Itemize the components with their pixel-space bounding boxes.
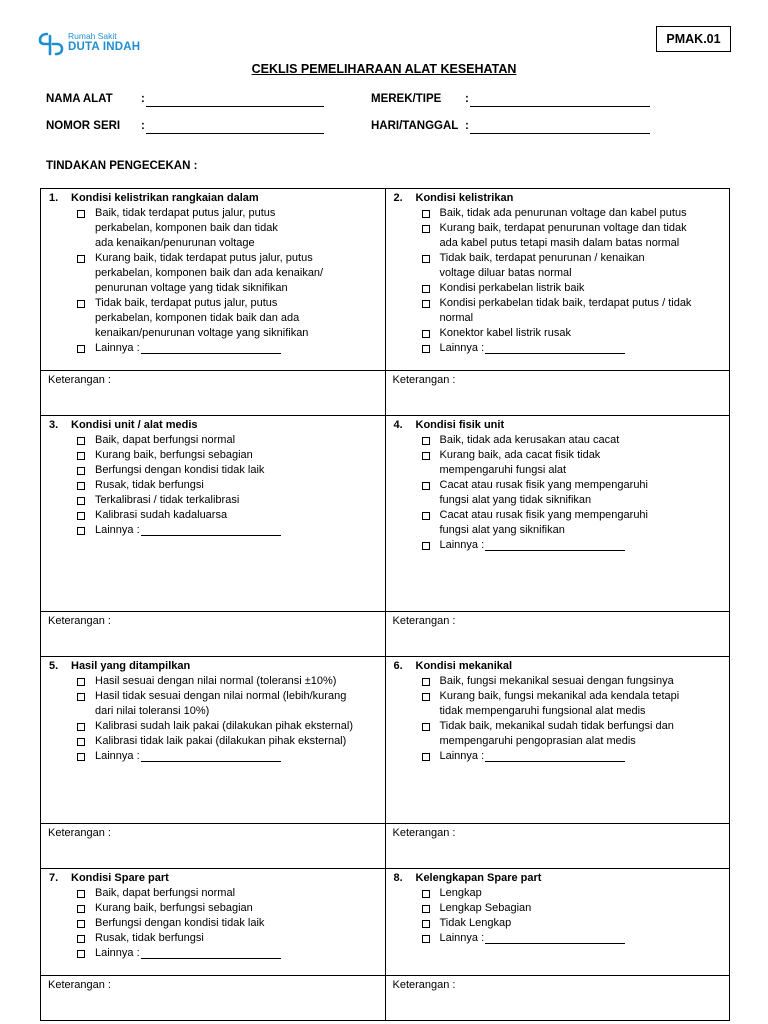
checklist-option[interactable] — [71, 508, 379, 523]
check-section-7 — [41, 869, 386, 976]
option-label: Kalibrasi tidak laik pakai (dilakukan pihak eksternal) — [95, 734, 347, 747]
checkbox[interactable] — [422, 437, 430, 445]
checklist-option[interactable] — [416, 221, 724, 251]
checkbox[interactable] — [77, 452, 85, 460]
logo-caption: Rumah Sakit — [68, 31, 117, 41]
section-content — [41, 416, 385, 538]
keterangan-cell[interactable] — [385, 976, 730, 1021]
checkbox[interactable] — [77, 920, 85, 928]
checklist-option[interactable] — [71, 689, 379, 719]
option-label: Lengkap Sebagian — [439, 901, 532, 914]
other-label: Lainnya : — [439, 931, 485, 944]
section-content — [386, 189, 730, 355]
nama-alat-label: NAMA ALAT — [46, 93, 113, 105]
checklist-option[interactable] — [71, 674, 379, 689]
logo-name: DUTA INDAH — [68, 41, 141, 53]
keterangan-cell[interactable] — [41, 824, 386, 869]
option-label: Tidak baik, mekanikal sudah tidak berfungsi dan mempengaruhi pengoprasian alat medis — [439, 719, 674, 747]
checkbox[interactable] — [77, 753, 85, 761]
other-option[interactable] — [416, 931, 724, 946]
checklist-option[interactable] — [416, 251, 724, 281]
other-option[interactable] — [71, 523, 379, 538]
option-label: Hasil tidak sesuai dengan nilai normal (lebih/kurang dari nilai toleransi 10%) — [95, 689, 347, 717]
section-number: 5. — [49, 660, 59, 672]
section-number: 6. — [393, 660, 403, 672]
checkbox[interactable] — [77, 738, 85, 746]
checkbox[interactable] — [77, 497, 85, 505]
nomor-seri-colon: : — [141, 120, 145, 132]
section-content — [386, 416, 730, 553]
check-section-6 — [385, 657, 730, 824]
section-number: 4. — [393, 419, 403, 431]
option-label: Hasil sesuai dengan nilai normal (toleransi ±10%) — [95, 674, 337, 687]
other-label: Lainnya : — [95, 523, 140, 536]
checkbox[interactable] — [77, 345, 85, 353]
keterangan-cell[interactable] — [385, 371, 730, 416]
checkbox[interactable] — [422, 285, 430, 293]
option-label: Kurang baik, terdapat penurunan voltage dan tidak ada kabel putus tetapi masih dalam batas normal — [439, 221, 687, 249]
check-section-8 — [385, 869, 730, 976]
checklist-option[interactable] — [416, 916, 724, 931]
option-label: Baik, dapat berfungsi normal — [95, 886, 236, 899]
check-section-3 — [41, 416, 386, 612]
checklist-option[interactable] — [71, 719, 379, 734]
keterangan-label: Keterangan : — [48, 979, 111, 991]
option-label: Baik, fungsi mekanikal sesuai dengan fungsinya — [439, 674, 674, 687]
checkbox[interactable] — [77, 437, 85, 445]
keterangan-cell[interactable] — [41, 976, 386, 1021]
nomor-seri-label: NOMOR SERI — [46, 120, 121, 132]
hari-tanggal-line[interactable] — [470, 119, 650, 134]
other-option[interactable] — [71, 341, 379, 356]
hari-tanggal-label: HARI/TANGGAL — [371, 120, 459, 132]
checklist-option[interactable] — [416, 326, 724, 341]
section-heading — [394, 191, 724, 206]
checklist-option[interactable] — [416, 448, 724, 478]
option-label: Tidak baik, terdapat putus jalur, putus perkabelan, komponen tidak baik dan ada kenaikan/penurunan voltage yang siknifikan — [95, 296, 309, 339]
checklist-option[interactable] — [71, 493, 379, 508]
keterangan-label: Keterangan : — [392, 615, 456, 627]
checklist-option[interactable] — [71, 901, 379, 916]
other-option[interactable] — [71, 946, 379, 961]
checkbox[interactable] — [77, 482, 85, 490]
other-label: Lainnya : — [95, 749, 140, 762]
option-label: Rusak, tidak berfungsi — [95, 478, 204, 491]
section-title: Kondisi kelistrikan rangkaian dalam — [71, 192, 259, 204]
option-label: Baik, dapat berfungsi normal — [95, 433, 236, 446]
checkbox[interactable] — [77, 512, 85, 520]
checks-heading: TINDAKAN PENGECEKAN : — [46, 160, 198, 172]
checkbox[interactable] — [77, 300, 85, 308]
keterangan-label: Keterangan : — [48, 615, 111, 627]
section-number: 1. — [49, 192, 59, 204]
checkbox[interactable] — [77, 935, 85, 943]
checklist-option[interactable] — [71, 296, 379, 341]
section-content — [41, 189, 385, 355]
other-label: Lainnya : — [95, 946, 140, 959]
other-fill-line[interactable] — [485, 538, 625, 551]
nomor-seri-field[interactable] — [46, 119, 145, 135]
other-option[interactable] — [416, 538, 724, 553]
checkbox[interactable] — [77, 678, 85, 686]
other-fill-line[interactable] — [485, 341, 625, 354]
checkbox[interactable] — [422, 225, 430, 233]
checkbox[interactable] — [422, 482, 430, 490]
section-heading — [49, 191, 379, 206]
merek-tipe-label: MEREK/TIPE — [371, 93, 442, 105]
checkbox[interactable] — [422, 753, 430, 761]
other-label: Lainnya : — [439, 749, 485, 762]
checklist-option[interactable] — [71, 886, 379, 901]
section-heading — [394, 871, 724, 886]
option-label: Kurang baik, berfungsi sebagian — [95, 448, 253, 461]
checkbox[interactable] — [422, 890, 430, 898]
other-label: Lainnya : — [439, 341, 485, 354]
checkbox[interactable] — [77, 905, 85, 913]
option-label: Tidak Lengkap — [439, 916, 512, 929]
checklist-option[interactable] — [416, 281, 724, 296]
keterangan-label: Keterangan : — [392, 827, 456, 839]
checklist-option[interactable] — [71, 206, 379, 251]
keterangan-cell[interactable] — [385, 612, 730, 657]
checkbox[interactable] — [422, 345, 430, 353]
option-label: Baik, tidak ada penurunan voltage dan kabel putus — [439, 206, 687, 219]
keterangan-cell[interactable] — [385, 824, 730, 869]
document-title: CEKLIS PEMELIHARAAN ALAT KESEHATAN — [251, 62, 517, 76]
checkbox[interactable] — [77, 527, 85, 535]
checklist-option[interactable] — [71, 463, 379, 478]
section-number: 3. — [49, 419, 59, 431]
hospital-logo — [38, 28, 148, 60]
checklist-option[interactable] — [416, 296, 724, 326]
section-content — [386, 869, 730, 946]
checklist-option[interactable] — [71, 251, 379, 296]
checkbox[interactable] — [77, 210, 85, 218]
checkbox[interactable] — [422, 300, 430, 308]
checklist-option[interactable] — [71, 448, 379, 463]
checkbox[interactable] — [77, 890, 85, 898]
checklist-table — [40, 188, 730, 1021]
keterangan-label: Keterangan : — [392, 979, 456, 991]
section-title: Kondisi Spare part — [71, 872, 169, 884]
option-label: Lengkap — [439, 886, 482, 899]
option-label: Cacat atau rusak fisik yang mempengaruhi fungsi alat yang siknifikan — [439, 508, 648, 536]
checkbox[interactable] — [422, 452, 430, 460]
option-label: Kurang baik, tidak terdapat putus jalur, putus perkabelan, komponen baik dan ada kenaikan/ penurunan voltage yang tidak siknifikan — [95, 251, 324, 294]
checkbox[interactable] — [422, 723, 430, 731]
checkbox[interactable] — [422, 542, 430, 550]
checklist-option[interactable] — [71, 916, 379, 931]
option-label: Rusak, tidak berfungsi — [95, 931, 204, 944]
checkbox[interactable] — [422, 512, 430, 520]
checklist-option[interactable] — [71, 931, 379, 946]
checklist-option[interactable] — [71, 433, 379, 448]
section-title: Kondisi kelistrikan — [415, 192, 514, 204]
checklist-option[interactable] — [416, 206, 724, 221]
section-title: Kelengkapan Spare part — [415, 872, 542, 884]
section-content — [41, 869, 385, 961]
other-fill-line[interactable] — [141, 341, 281, 354]
other-label: Lainnya : — [95, 341, 140, 354]
checklist-option[interactable] — [416, 674, 724, 689]
section-title: Kondisi fisik unit — [415, 419, 505, 431]
form-code-box: PMAK.01 — [656, 26, 731, 52]
section-content — [386, 657, 730, 764]
merek-tipe-line[interactable] — [470, 92, 650, 107]
checkbox[interactable] — [422, 678, 430, 686]
keterangan-label: Keterangan : — [48, 374, 111, 386]
option-label: Kalibrasi sudah kadaluarsa — [95, 508, 228, 521]
hari-tanggal-colon: : — [465, 120, 469, 132]
keterangan-label: Keterangan : — [48, 827, 111, 839]
checklist-option[interactable] — [71, 478, 379, 493]
checkbox[interactable] — [422, 935, 430, 943]
checkbox[interactable] — [77, 467, 85, 475]
option-label: Kalibrasi sudah laik pakai (dilakukan pihak eksternal) — [95, 719, 354, 732]
checklist-option[interactable] — [416, 719, 724, 749]
check-section-1 — [41, 189, 386, 371]
section-number: 7. — [49, 872, 59, 884]
other-fill-line[interactable] — [141, 946, 281, 959]
option-label: Tidak baik, terdapat penurunan / kenaikan voltage diluar batas normal — [439, 251, 645, 279]
checklist-option[interactable] — [416, 901, 724, 916]
section-heading — [49, 871, 379, 886]
other-label: Lainnya : — [439, 538, 485, 551]
hari-tanggal-field[interactable] — [371, 119, 469, 135]
merek-tipe-field[interactable] — [371, 92, 469, 108]
other-option[interactable] — [71, 749, 379, 764]
hospital-logo-icon — [38, 32, 64, 56]
option-label: Kurang baik, fungsi mekanikal ada kendala tetapi tidak mempengaruhi fungsional alat medis — [439, 689, 680, 717]
option-label: Berfungsi dengan kondisi tidak laik — [95, 916, 265, 929]
other-fill-line[interactable] — [485, 931, 625, 944]
checklist-option[interactable] — [416, 433, 724, 448]
checkbox[interactable] — [422, 920, 430, 928]
section-content — [41, 657, 385, 764]
option-label: Konektor kabel listrik rusak — [439, 326, 571, 339]
nama-alat-colon: : — [141, 93, 145, 105]
nama-alat-line[interactable] — [146, 92, 324, 107]
checkbox[interactable] — [77, 693, 85, 701]
other-option[interactable] — [416, 341, 724, 356]
checklist-option[interactable] — [71, 734, 379, 749]
checkbox[interactable] — [422, 693, 430, 701]
section-heading — [394, 418, 724, 433]
check-section-4 — [385, 416, 730, 612]
checkbox[interactable] — [77, 255, 85, 263]
option-label: Baik, tidak terdapat putus jalur, putus perkabelan, komponen baik dan tidak ada kenaikan/penurunan voltage — [95, 206, 278, 249]
option-label: Berfungsi dengan kondisi tidak laik — [95, 463, 265, 476]
option-label: Kurang baik, berfungsi sebagian — [95, 901, 253, 914]
section-title: Kondisi mekanikal — [415, 660, 513, 672]
nomor-seri-line[interactable] — [146, 119, 324, 134]
other-fill-line[interactable] — [141, 523, 281, 536]
option-label: Kondisi perkabelan listrik baik — [439, 281, 585, 294]
option-label: Baik, tidak ada kerusakan atau cacat — [439, 433, 620, 446]
option-label: Kondisi perkabelan tidak baik, terdapat putus / tidak normal — [439, 296, 692, 324]
option-label: Terkalibrasi / tidak terkalibrasi — [95, 493, 240, 506]
option-label: Cacat atau rusak fisik yang mempengaruhi fungsi alat yang tidak siknifikan — [439, 478, 648, 506]
checkbox[interactable] — [422, 330, 430, 338]
other-option[interactable] — [416, 749, 724, 764]
keterangan-label: Keterangan : — [392, 374, 456, 386]
option-label: Kurang baik, ada cacat fisik tidak mempengaruhi fungsi alat — [439, 448, 601, 476]
checkbox[interactable] — [77, 723, 85, 731]
checklist-option[interactable] — [416, 508, 724, 538]
check-section-2 — [385, 189, 730, 371]
section-number: 2. — [393, 192, 403, 204]
section-title: Kondisi unit / alat medis — [71, 419, 198, 431]
other-fill-line[interactable] — [485, 749, 625, 762]
merek-tipe-colon: : — [465, 93, 469, 105]
nama-alat-field[interactable] — [46, 92, 145, 108]
checkbox[interactable] — [77, 950, 85, 958]
other-fill-line[interactable] — [141, 749, 281, 762]
keterangan-cell[interactable] — [41, 612, 386, 657]
section-heading — [49, 659, 379, 674]
checklist-option[interactable] — [416, 478, 724, 508]
check-section-5 — [41, 657, 386, 824]
section-number: 8. — [393, 872, 403, 884]
keterangan-cell[interactable] — [41, 371, 386, 416]
checklist-option[interactable] — [416, 689, 724, 719]
section-heading — [394, 659, 724, 674]
checkbox[interactable] — [422, 905, 430, 913]
section-heading — [49, 418, 379, 433]
checkbox[interactable] — [422, 210, 430, 218]
checklist-option[interactable] — [416, 886, 724, 901]
checkbox[interactable] — [422, 255, 430, 263]
section-title: Hasil yang ditampilkan — [71, 660, 191, 672]
